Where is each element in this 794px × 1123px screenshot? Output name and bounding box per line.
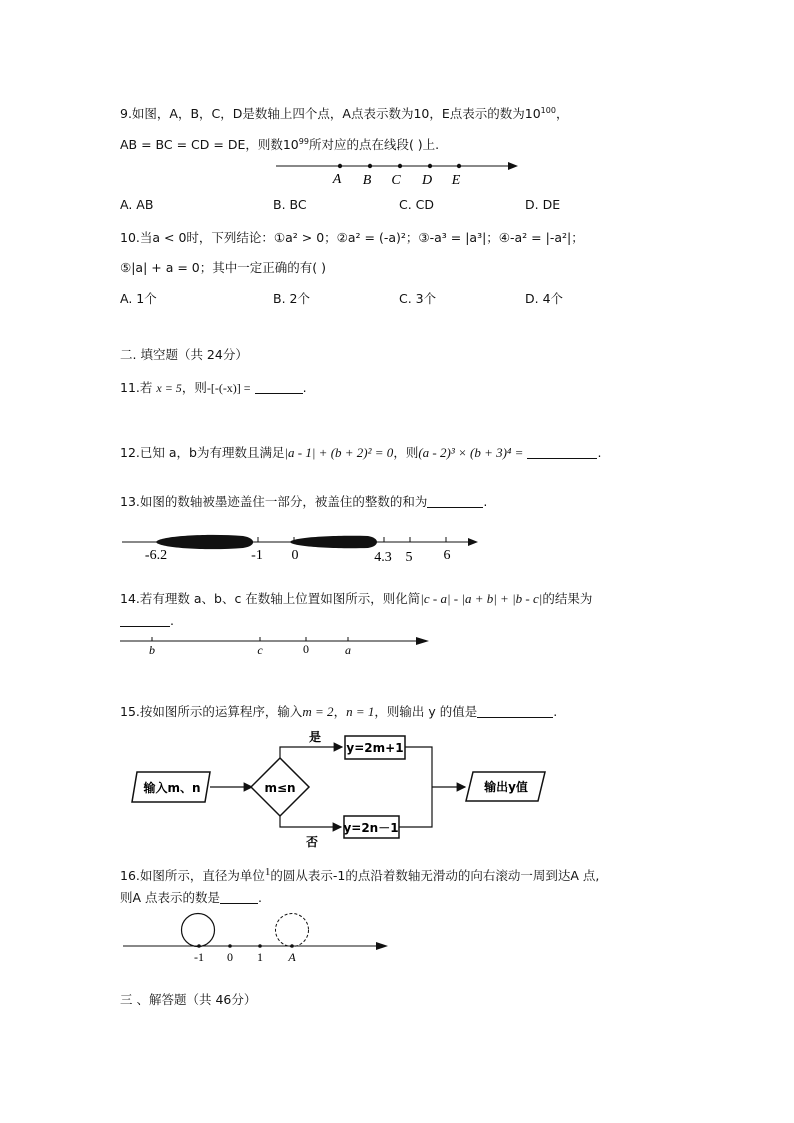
q13-label-5: 5 — [405, 550, 413, 564]
q16-dot-0 — [228, 944, 232, 948]
q15-no-label: 否 — [305, 835, 319, 849]
q9-line1-text: 9.如图，A，B，C，D是数轴上四个点，A点表示数为10，E点表示的数为10 — [120, 106, 541, 121]
q12-answer-blank[interactable] — [527, 446, 597, 459]
section-3-heading: 三 、解答题（共 46分） — [120, 992, 257, 1007]
q14-end: . — [170, 613, 174, 628]
q10-line1: 10.当a < 0时，下列结论：①a² > 0；②a² = (-a)²；③-a³ = |a³|；④-a² = |-a²|； — [120, 230, 584, 245]
q15-yes-arrow — [280, 747, 342, 758]
q10-option-b[interactable]: B. 2个 — [273, 291, 310, 306]
q15-suffix: ，则输出 y 的值是 — [374, 704, 478, 719]
q9-point-b-dot — [368, 164, 372, 168]
q10-option-c[interactable]: C. 3个 — [399, 291, 437, 306]
q15-no-box-label: y=2n－1 — [343, 821, 399, 835]
q14-arrow — [416, 637, 429, 645]
q15-flowchart — [125, 725, 555, 855]
q9-line1-sup: 100 — [540, 106, 556, 115]
q11-condition: x = 5 — [156, 381, 182, 395]
q16-label-neg1: -1 — [194, 950, 204, 964]
q11-expression: -[-(-x)] = — [206, 381, 251, 395]
q13-number-line — [118, 532, 488, 564]
q15-answer-blank[interactable] — [477, 705, 553, 718]
q12-mid: ，则 — [393, 445, 419, 460]
q16-answer-blank[interactable] — [220, 891, 258, 904]
q13-ink-blot-left — [156, 535, 253, 549]
q9-line1-end: ， — [555, 106, 569, 121]
q16-arrow — [376, 942, 388, 950]
q9-option-b[interactable]: B. BC — [273, 197, 307, 212]
q11-mid: ，则 — [181, 380, 207, 395]
q13-ink-blot-right — [290, 536, 377, 549]
q13 — [120, 492, 487, 510]
q13-text: 13.如图的数轴被墨迹盖住一部分，被盖住的整数的和为 — [120, 494, 428, 509]
q13-answer-blank[interactable] — [427, 495, 483, 508]
q15-yes-box-label: y=2m+1 — [346, 741, 404, 755]
q16-unit-number: 1 — [264, 866, 271, 878]
q9-line2 — [120, 135, 439, 153]
q14-expression: |c - a| - |a + b| + |b - c| — [420, 591, 543, 606]
q14-line2 — [120, 613, 174, 628]
q14-suffix: 的结果为 — [542, 591, 593, 606]
q15-m-value: m = 2 — [302, 704, 334, 719]
q9-number-line — [270, 155, 530, 189]
q16-label-0: 0 — [227, 950, 233, 964]
q15-separator: ， — [333, 704, 347, 719]
q11-end: . — [302, 380, 307, 395]
q11-answer-blank[interactable] — [255, 381, 303, 394]
q9-label-b: B — [362, 173, 372, 188]
q9-option-c[interactable]: C. CD — [399, 197, 435, 212]
q15-output-label: 输出y值 — [484, 780, 528, 794]
q16-number-line — [120, 908, 395, 964]
q9-label-e: E — [451, 173, 461, 188]
q10-option-d[interactable]: D. 4个 — [525, 291, 564, 306]
q15-end: . — [553, 704, 558, 719]
q9-label-d: D — [421, 173, 433, 188]
q14-label-c: c — [257, 643, 263, 657]
q9-label-a: A — [332, 172, 342, 187]
q9-point-e-dot — [457, 164, 461, 168]
q9-line1 — [120, 104, 568, 122]
q16-label-1: 1 — [257, 950, 263, 964]
q16-line2-text: 则A 点表示的数是 — [120, 890, 221, 905]
q9-point-c-dot — [398, 164, 402, 168]
q16-line1-text: 16.如图所示，直径为单位 — [120, 868, 265, 883]
q15-no-arrow — [280, 816, 341, 827]
q10-option-a[interactable]: A. 1个 — [120, 291, 157, 306]
q15-prefix: 15.按如图所示的运算程序，输入 — [120, 704, 303, 719]
q16-line1 — [120, 866, 599, 884]
q13-end: . — [483, 494, 488, 509]
q14-line1 — [120, 589, 592, 607]
q16-dot-neg1 — [197, 944, 201, 948]
q14-label-0: 0 — [303, 642, 309, 656]
q16-end: . — [258, 890, 263, 905]
q12-expression: (a - 2)³ × (b + 3)⁴ = — [418, 445, 524, 460]
q13-label-4-3: 4.3 — [374, 550, 392, 564]
q9-point-a-dot — [338, 164, 342, 168]
q16-label-a: A — [288, 950, 296, 964]
q15-input-label: 输入m、n — [143, 781, 201, 795]
q9-line2-end: 所对应的点在线段( )上. — [308, 137, 440, 152]
q16-line1-end: 的圆从表示-1的点沿着数轴无滑动的向右滚动一周到达A 点, — [270, 868, 600, 883]
q11-prefix: 11.若 — [120, 380, 153, 395]
q14-number-line — [118, 634, 438, 658]
q9-arrow — [508, 162, 518, 170]
q10-line2: ⑤|a| + a = 0；其中一定正确的有( ) — [120, 260, 326, 275]
q13-label-neg6-2: -6.2 — [144, 548, 168, 563]
q9-point-d-dot — [428, 164, 432, 168]
q16-circle-end — [276, 914, 309, 947]
q9-option-d[interactable]: D. DE — [525, 197, 561, 212]
q12-prefix: 12.已知 a，b为有理数且满足 — [120, 445, 285, 460]
q13-label-6: 6 — [443, 548, 451, 563]
q15-n-value: n = 1 — [346, 704, 375, 719]
q9-option-a[interactable]: A. AB — [120, 197, 154, 212]
q14-label-a: a — [345, 643, 351, 657]
q15-condition-label: m≤n — [264, 781, 296, 795]
q12-condition: |a - 1| + (b + 2)² = 0 — [284, 445, 394, 460]
q12 — [120, 443, 601, 461]
q15 — [120, 702, 557, 720]
q16-line2 — [120, 888, 262, 906]
q13-arrow — [468, 538, 478, 546]
q16-circle-start — [182, 914, 215, 947]
q9-label-c: C — [391, 173, 401, 188]
q14-prefix: 14.若有理数 a、b、c 在数轴上位置如图所示，则化简 — [120, 591, 421, 606]
q11 — [120, 378, 307, 396]
q16-dot-a — [290, 944, 294, 948]
q14-answer-blank[interactable] — [120, 614, 170, 627]
q13-label-neg1: -1 — [251, 548, 263, 563]
section-2-heading: 二. 填空题（共 24分） — [120, 347, 248, 362]
q13-label-0: 0 — [291, 548, 299, 563]
q9-line2-text: AB = BC = CD = DE，则数10 — [120, 137, 299, 152]
q16-dot-1 — [258, 944, 262, 948]
q14-label-b: b — [149, 643, 155, 657]
q15-yes-label: 是 — [308, 730, 322, 744]
q12-end: . — [597, 445, 602, 460]
q9-line2-sup: 99 — [298, 137, 309, 146]
